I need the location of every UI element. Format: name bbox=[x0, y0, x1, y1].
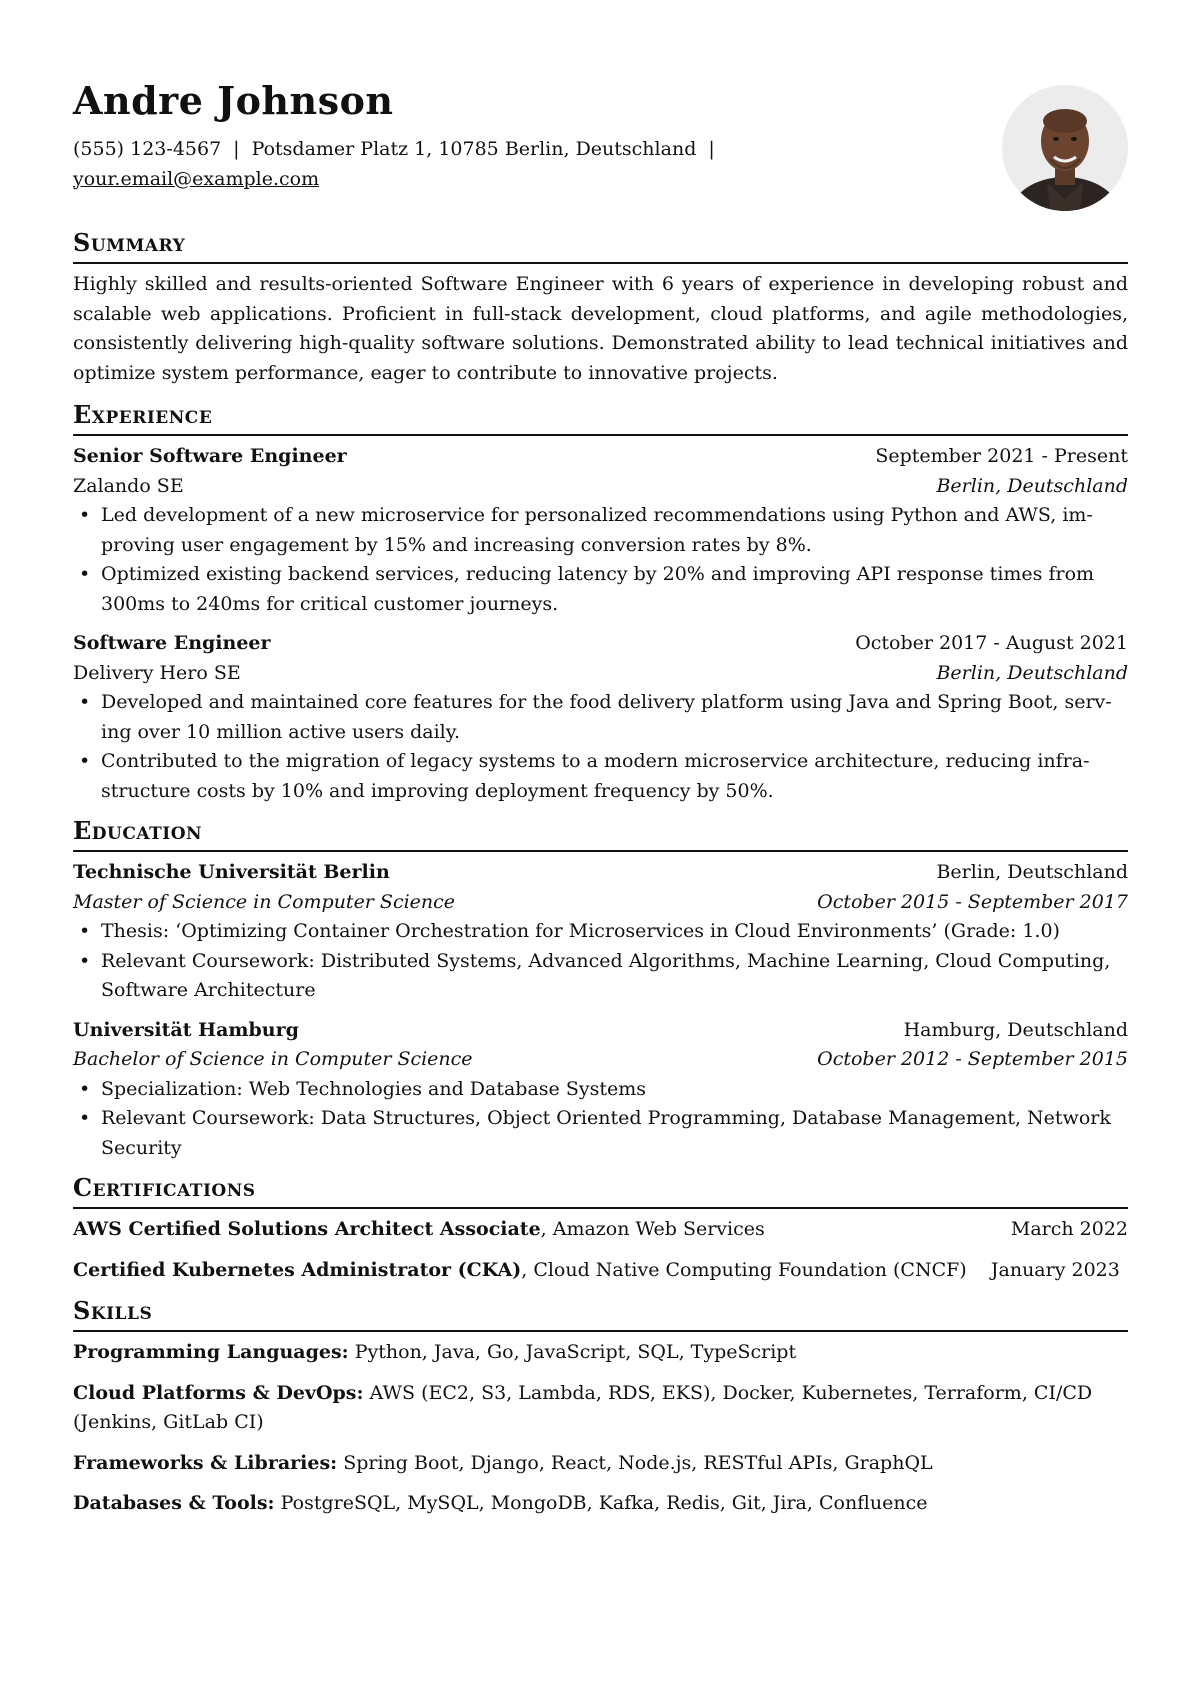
contact-separator: | bbox=[233, 137, 240, 160]
school-location: Berlin, Deutschland bbox=[936, 861, 1128, 883]
certification-date: January 2023 bbox=[990, 1258, 1120, 1281]
education-entry bbox=[73, 858, 1128, 1006]
job-location: Berlin, Deutschland bbox=[936, 661, 1128, 684]
experience-entry bbox=[73, 629, 1128, 806]
contact-separator: | bbox=[708, 137, 715, 160]
degree-name: Bachelor of Science in Computer Science bbox=[73, 1048, 473, 1070]
list-item: • Optimized existing backend services, reducing latency by 20% and improving API response times from 300ms to 240ms for critical customer journeys. bbox=[73, 560, 1128, 619]
skill-label: Frameworks & Libraries: bbox=[73, 1451, 338, 1474]
job-title: Software Engineer bbox=[73, 632, 271, 654]
skill-row bbox=[73, 1489, 1128, 1519]
email-link[interactable]: your.email@example.com bbox=[73, 167, 320, 190]
candidate-name: Andre Johnson bbox=[73, 78, 394, 123]
certification-issuer: , Amazon Web Services bbox=[540, 1218, 765, 1240]
summary-section bbox=[73, 228, 1128, 388]
resume-header bbox=[73, 78, 1128, 228]
certification-name: AWS Certified Solutions Architect Associate bbox=[73, 1218, 541, 1240]
list-item: • Thesis: ‘Optimizing Container Orchestration for Microservices in Cloud Environments’ (Grade: 1.0) bbox=[73, 917, 1128, 947]
experience-entry bbox=[73, 442, 1128, 619]
section-title-education: Education bbox=[73, 816, 1128, 852]
company-name: Delivery Hero SE bbox=[73, 661, 241, 684]
skill-row bbox=[73, 1379, 1128, 1438]
phone-number: (555) 123-4567 bbox=[73, 137, 222, 160]
section-title-summary: Summary bbox=[73, 228, 1128, 264]
education-entry bbox=[73, 1016, 1128, 1164]
section-title-certifications: Certifications bbox=[73, 1173, 1128, 1209]
job-bullets bbox=[73, 501, 1128, 619]
skill-value: Spring Boot, Django, React, Node.js, RESTful APIs, GraphQL bbox=[337, 1451, 933, 1474]
job-title: Senior Software Engineer bbox=[73, 445, 347, 467]
degree-dates: October 2012 - September 2015 bbox=[817, 1048, 1128, 1070]
skill-label: Databases & Tools: bbox=[73, 1492, 275, 1514]
summary-text: Highly skilled and results-oriented Software Engineer with 6 years of experience in developing robust and scalable web applications. Proficient in full-stack development, cloud platforms, and agile methodologies, consistently delivering high-quality software solutions. Demonstrated ability to lead technical initiatives and optimize system performance, eager to contribute to innovative projects. bbox=[73, 273, 1128, 384]
list-item: • Specialization: Web Technologies and Database Systems bbox=[73, 1075, 1128, 1105]
degree-dates: October 2015 - September 2017 bbox=[817, 890, 1128, 913]
resume-page bbox=[73, 66, 1128, 1530]
skill-value: AWS (EC2, S3, Lambda, RDS, EKS), Docker, Kubernetes, Terraform, CI/CD (Jenkins, GitLab CI) bbox=[73, 1381, 1093, 1433]
education-bullets bbox=[73, 1075, 1128, 1164]
profile-photo bbox=[1002, 85, 1128, 211]
school-name: Technische Universität Berlin bbox=[73, 861, 390, 883]
list-item: • Relevant Coursework: Data Structures, Object Oriented Programming, Database Management, Network Security bbox=[73, 1104, 1128, 1163]
skill-label: Cloud Platforms & DevOps: bbox=[73, 1381, 364, 1404]
education-section bbox=[73, 816, 1128, 1163]
certification-issuer: , Cloud Native Computing Foundation (CNCF) bbox=[521, 1258, 967, 1281]
skills-section bbox=[73, 1296, 1128, 1519]
certifications-section bbox=[73, 1173, 1128, 1285]
list-item: • Developed and maintained core features for the food delivery platform using Java and Spring Boot, serv-ing over 10 million active users daily. bbox=[73, 688, 1128, 747]
skill-value: Python, Java, Go, JavaScript, SQL, TypeScript bbox=[348, 1341, 797, 1363]
experience-section bbox=[73, 400, 1128, 806]
skill-value: PostgreSQL, MySQL, MongoDB, Kafka, Redis, Git, Jira, Confluence bbox=[274, 1492, 928, 1514]
contact-line bbox=[73, 134, 773, 194]
skill-row bbox=[73, 1338, 1128, 1368]
certification-date: March 2022 bbox=[1010, 1218, 1128, 1240]
job-dates: October 2017 - August 2021 bbox=[855, 632, 1128, 654]
degree-name: Master of Science in Computer Science bbox=[73, 890, 456, 913]
job-bullets bbox=[73, 688, 1128, 806]
education-bullets bbox=[73, 917, 1128, 1006]
list-item: • Relevant Coursework: Distributed Systems, Advanced Algorithms, Machine Learning, Cloud Computing, Software Architecture bbox=[73, 947, 1128, 1006]
profile-photo-illustration bbox=[1002, 85, 1128, 211]
section-title-skills: Skills bbox=[73, 1296, 1128, 1332]
school-name: Universität Hamburg bbox=[73, 1018, 299, 1041]
skill-row bbox=[73, 1449, 1128, 1479]
certification-item bbox=[73, 1256, 1128, 1286]
certification-item bbox=[73, 1215, 1128, 1245]
section-title-experience: Experience bbox=[73, 400, 1128, 436]
address: Potsdamer Platz 1, 10785 Berlin, Deutschland bbox=[251, 137, 697, 160]
list-item: • Led development of a new microservice for personalized recommendations using Python and AWS, im-proving user engagement by 15% and increasing conversion rates by 8%. bbox=[73, 501, 1128, 560]
skill-label: Programming Languages: bbox=[73, 1341, 349, 1363]
company-name: Zalando SE bbox=[73, 474, 184, 497]
school-location: Hamburg, Deutschland bbox=[903, 1018, 1128, 1041]
job-location: Berlin, Deutschland bbox=[936, 474, 1128, 497]
certification-name: Certified Kubernetes Administrator (CKA) bbox=[73, 1258, 522, 1281]
job-dates: September 2021 - Present bbox=[875, 445, 1128, 467]
list-item: • Contributed to the migration of legacy systems to a modern microservice architecture, reducing infra-structure costs by 10% and improving deployment frequency by 50%. bbox=[73, 747, 1128, 806]
